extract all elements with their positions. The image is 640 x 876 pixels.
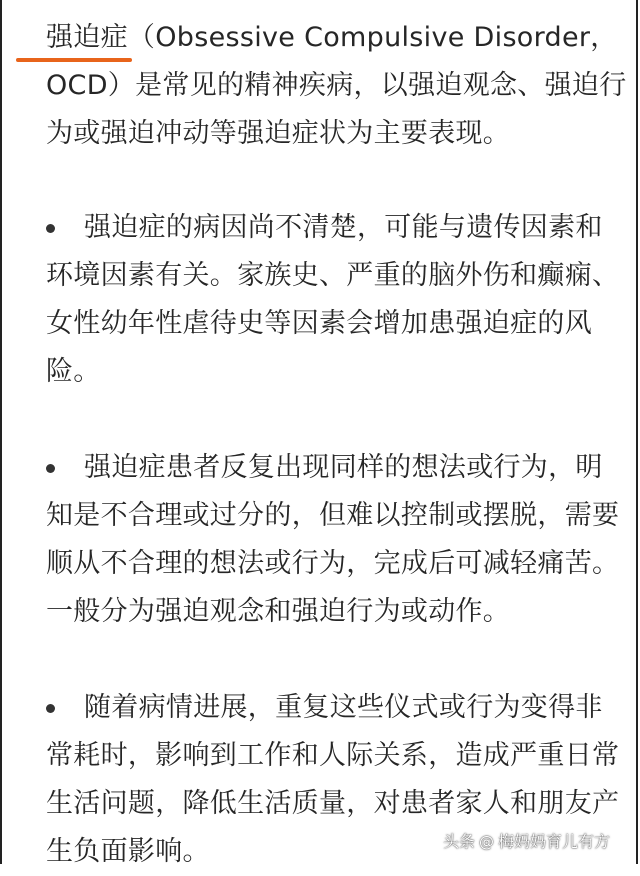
bullet-text: 强迫症患者反复出现同样的想法或行为，明知是不合理或过分的，但难以控制或摆脱，需要顺从不合理的想法或行为，完成后可减轻痛苦。一般分为强迫观念和强迫行为或动作。 (46, 452, 620, 627)
term-underline (16, 58, 132, 62)
watermark-account: 梅妈妈育儿有方 (497, 832, 610, 851)
watermark-platform: 头条 (442, 832, 475, 851)
term-text: 强迫症 (46, 22, 128, 53)
intro-paragraph (46, 14, 628, 158)
bullet-item-causes (46, 204, 628, 396)
highlighted-term (46, 22, 128, 53)
bullet-dot-icon (46, 704, 55, 713)
bullet-text: 强迫症的病因尚不清楚，可能与遗传因素和环境因素有关。家族史、严重的脑外伤和癫痫、女性幼年性虐待史等因素会增加患强迫症的风险。 (46, 212, 620, 387)
article-body (46, 14, 628, 876)
intro-text: （Obsessive Compulsive Disorder，OCD）是常见的精神疾病，以强迫观念、强迫行为或强迫冲动等强迫症状为主要表现。 (46, 22, 627, 149)
bullet-text: 随着病情进展，重复这些仪式或行为变得非常耗时，影响到工作和人际关系，造成严重日常生活问题，降低生活质量，对患者家人和朋友产生负面影响。 (46, 692, 620, 867)
bullet-dot-icon (46, 464, 55, 473)
bullet-dot-icon (46, 224, 55, 233)
watermark (443, 832, 610, 852)
watermark-at: @ (478, 833, 494, 851)
bullet-item-symptoms (46, 444, 628, 636)
